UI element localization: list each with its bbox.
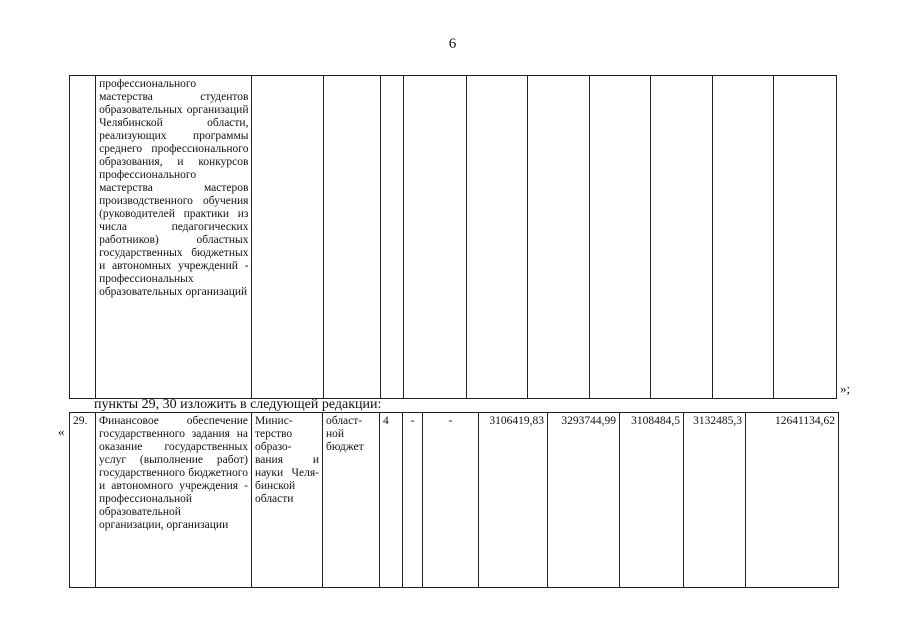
cell-col5 (403, 76, 466, 399)
cell-total (773, 76, 836, 399)
closing-quote: »; (840, 381, 851, 396)
cell-value-4 (712, 76, 773, 399)
cell-source: област-ной бюджет (323, 413, 380, 588)
cell-value-2 (590, 76, 651, 399)
cell-value-1 (528, 76, 590, 399)
cell-value-3 (651, 76, 712, 399)
opening-quote: « (58, 424, 65, 439)
cell-col4 (380, 76, 403, 399)
table-row (70, 76, 837, 399)
cell-total: 12641134,62 (746, 413, 839, 588)
cell-executor: Минис-терство образо-вания и науки Челя-бинской области (252, 413, 323, 588)
cell-col6: - (423, 413, 479, 588)
cell-executor (252, 76, 323, 399)
cell-value-2: 3293744,99 (548, 413, 620, 588)
cell-number (70, 76, 96, 399)
cell-value-3: 3108484,5 (620, 413, 684, 588)
cell-number: 29. (70, 413, 96, 588)
cell-col4: 4 (380, 413, 403, 588)
amendment-instruction: пункты 29, 30 изложить в следующей редакции: (94, 397, 382, 412)
cell-col5: - (403, 413, 423, 588)
cell-value-4: 3132485,3 (684, 413, 746, 588)
table-continuation (69, 75, 837, 399)
table-row (70, 413, 839, 588)
page-number: 6 (448, 36, 457, 52)
cell-source (323, 76, 380, 399)
cell-name: Финансовое обеспечение государственного задания на оказание государственных услуг (выполнение работ) государственного бюджетного и автономного учреждения - профессиональной образовательной организации, организации (96, 413, 252, 588)
cell-col6 (466, 76, 527, 399)
cell-value-1: 3106419,83 (479, 413, 548, 588)
cell-name: профессионального мастерства студентов образовательных организаций Челябинской области, реализующих программы среднего профессионального образования, и конкурсов профессионального мастерства мастеров производственного обучения (руководителей практики из числа педагогических работников) областных государственных бюджетных и автономных учреждений - профессиональных образовательных организаций (96, 76, 252, 399)
table-new-items (69, 412, 839, 588)
